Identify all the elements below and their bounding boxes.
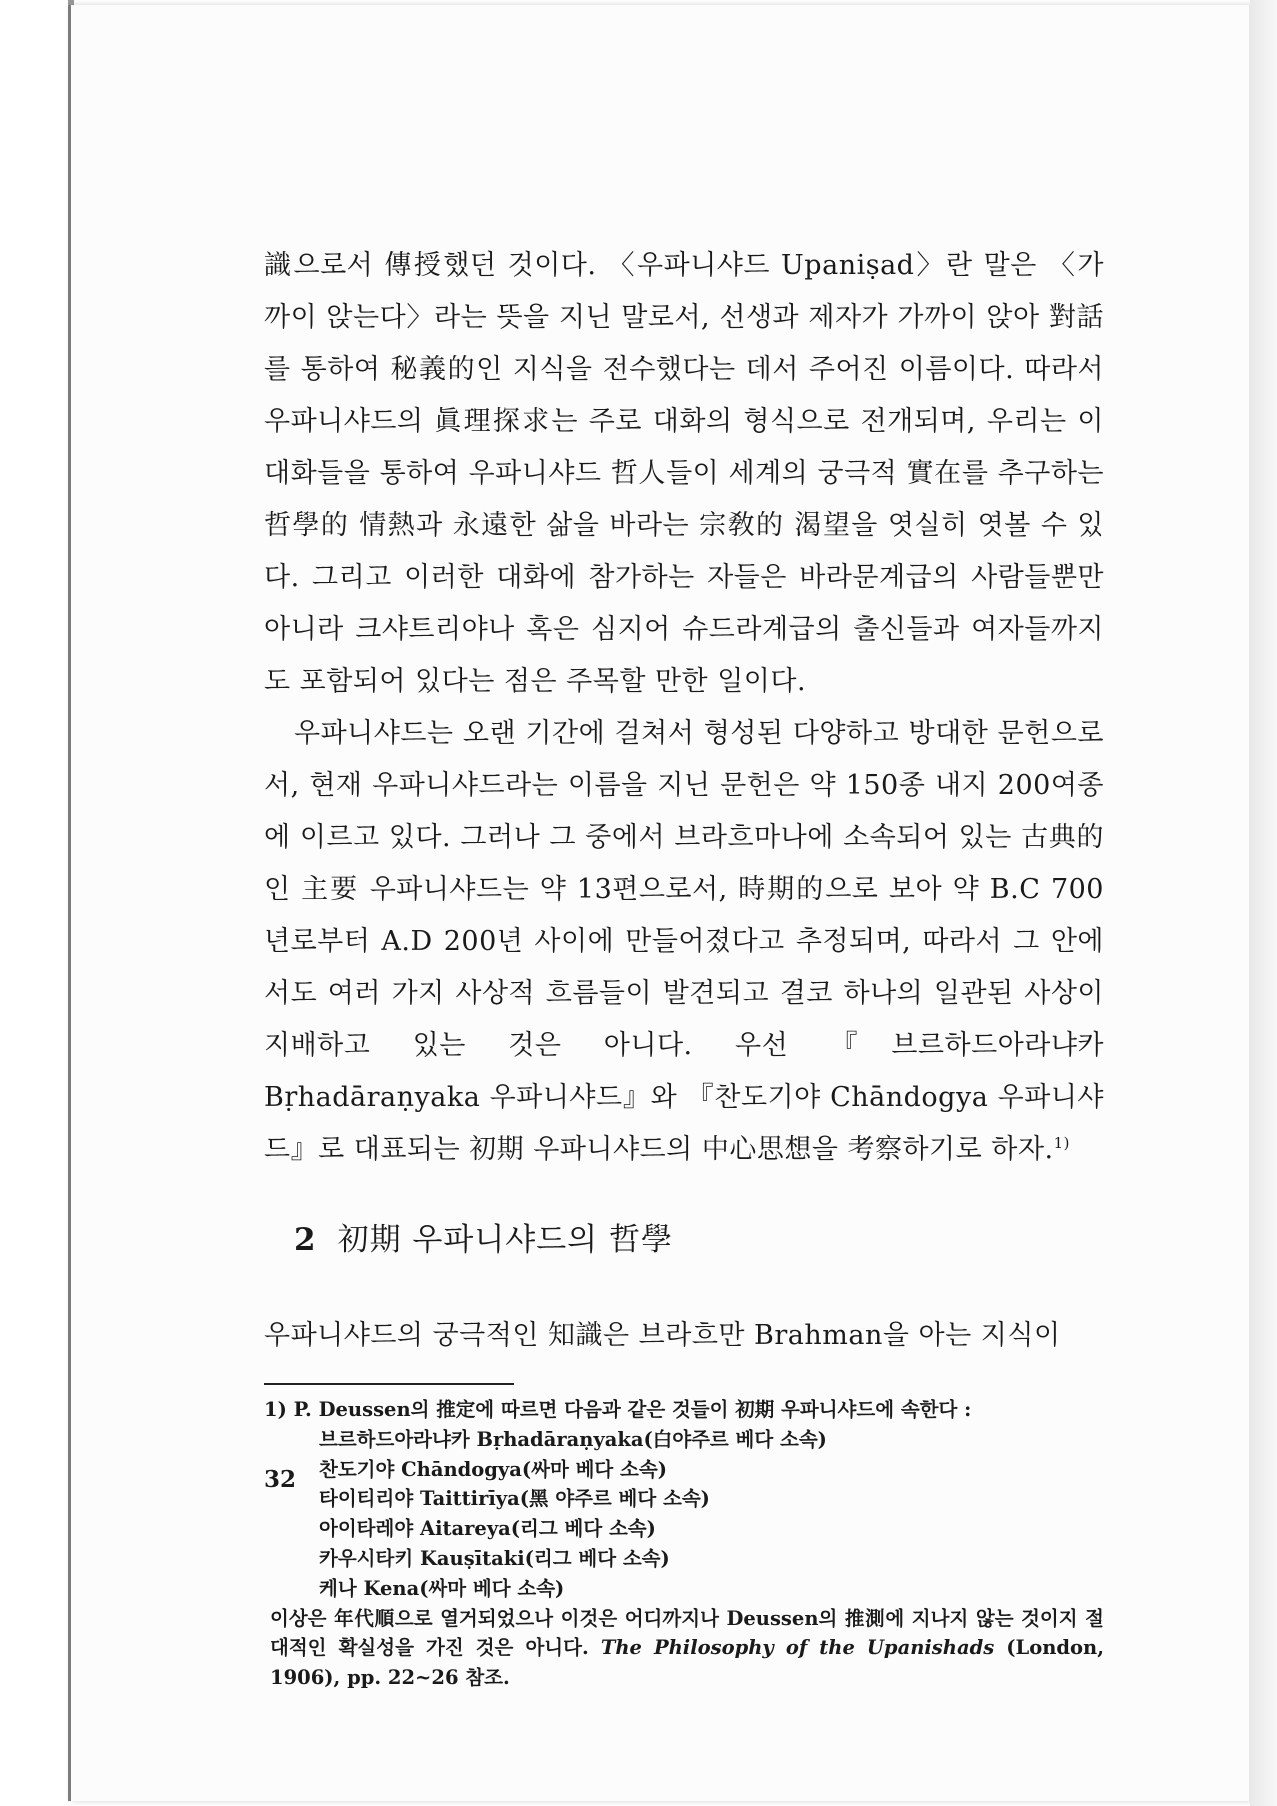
section-lead-line: 우파니샤드의 궁극적인 知識은 브라흐만 Brahman을 아는 지식이 (264, 1320, 1061, 1351)
page-number: 32 (264, 1466, 297, 1493)
section-number: 2 (294, 1222, 316, 1258)
body-paragraph-2 (264, 708, 1104, 1176)
footnote-book-title: The Philosophy of the Upanishads (600, 1636, 995, 1660)
footnote-citation: (London, 1906), pp. 22~26 참조. (270, 1636, 1104, 1690)
footnote-list-item: 카우시타키 Kauṣītaki(리그 베다 소속) (319, 1546, 670, 1570)
footnote-list-item: 케나 Kena(싸마 베다 소속) (319, 1576, 565, 1600)
footnote-rule (264, 1383, 514, 1385)
viewer-scroll-gutter (1250, 0, 1277, 1806)
footnote-list-item: 아이타레야 Aitareya(리그 베다 소속) (319, 1517, 656, 1541)
body-paragraph-1: 識으로서 傳授했던 것이다. 〈우파니샤드 Upaniṣad〉란 말은 〈가까이 앉는다〉라는 뜻을 지닌 말로서, 선생과 제자가 가까이 앉아 對話를 통하여 秘義的인 지식을 전수했다는 데서 주어진 이름이다. 따라서 우파니샤드의 眞理探求는 주로 대화의 형식으로 전개되며, 우리는 이 대화들을 통하여 우파니샤드 哲人들이 세계의 궁극적 實在를 추구하는 哲學的 情熱과 永遠한 삶을 바라는 宗敎的 渴望을 엿실히 엿볼 수 있다. 그리고 이러한 대화에 참가하는 자들은 바라문계급의 사람들뿐만 아니라 크샤트리야나 혹은 심지어 슈드라계급의 출신들과 여자들까지도 포함되어 있다는 점은 주목할 만한 일이다. (264, 250, 1104, 697)
footnote-conclusion (270, 1604, 1104, 1693)
section-heading (294, 1214, 1104, 1274)
footnote-conclusion-text: 이상은 年代順으로 열거되었으나 이것은 어디까지나 Deussen의 推測에 지나지 않는 것이지 절대적인 확실성을 가진 것은 아니다. (270, 1606, 1104, 1660)
footnote-reference: 1) (1053, 1134, 1070, 1152)
body-paragraph-2-text: 우파니샤드는 오랜 기간에 걸쳐서 형성된 다양하고 방대한 문헌으로서, 현재 우파니샤드라는 이름을 지닌 문헌은 약 150종 내지 200여종에 이르고 있다. 그러나 그 중에서 브라흐마나에 소속되어 있는 古典的인 主要 우파니샤드는 약 13편으로서, 時期的으로 보아 약 B.C 700년로부터 A.D 200년 사이에 만들어졌다고 추정되며, 따라서 그 안에서도 여러 가지 사상적 흐름들이 발견되고 결코 하나의 일관된 사상이 지배하고 있는 것은 아니다. 우선 『브르하드아라냐카 Bṛhadāraṇyaka 우파니샤드』와 『찬도기야 Chāndogya 우파니샤드』로 대표되는 初期 우파니샤드의 中心思想을 考察하기로 하자. (264, 718, 1104, 1165)
footnote-intro: 1) P. Deussen의 推定에 따르면 다음과 같은 것들이 初期 우파니샤드에 속한다 : (264, 1398, 972, 1421)
footnote (264, 1395, 1104, 1693)
footnote-list (264, 1425, 1104, 1604)
footnote-list-item: 찬도기야 Chāndogya(싸마 베다 소속) (319, 1457, 667, 1481)
section-title: 初期 우파니샤드의 哲學 (337, 1222, 673, 1258)
page-content (264, 240, 1104, 1693)
footnote-list-item: 타이티리야 Taittirīya(黑 야주르 베다 소속) (319, 1487, 710, 1511)
footnote-list-item: 브르하드아라냐카 Bṛhadāraṇyaka(白야주르 베다 소속) (319, 1427, 827, 1451)
